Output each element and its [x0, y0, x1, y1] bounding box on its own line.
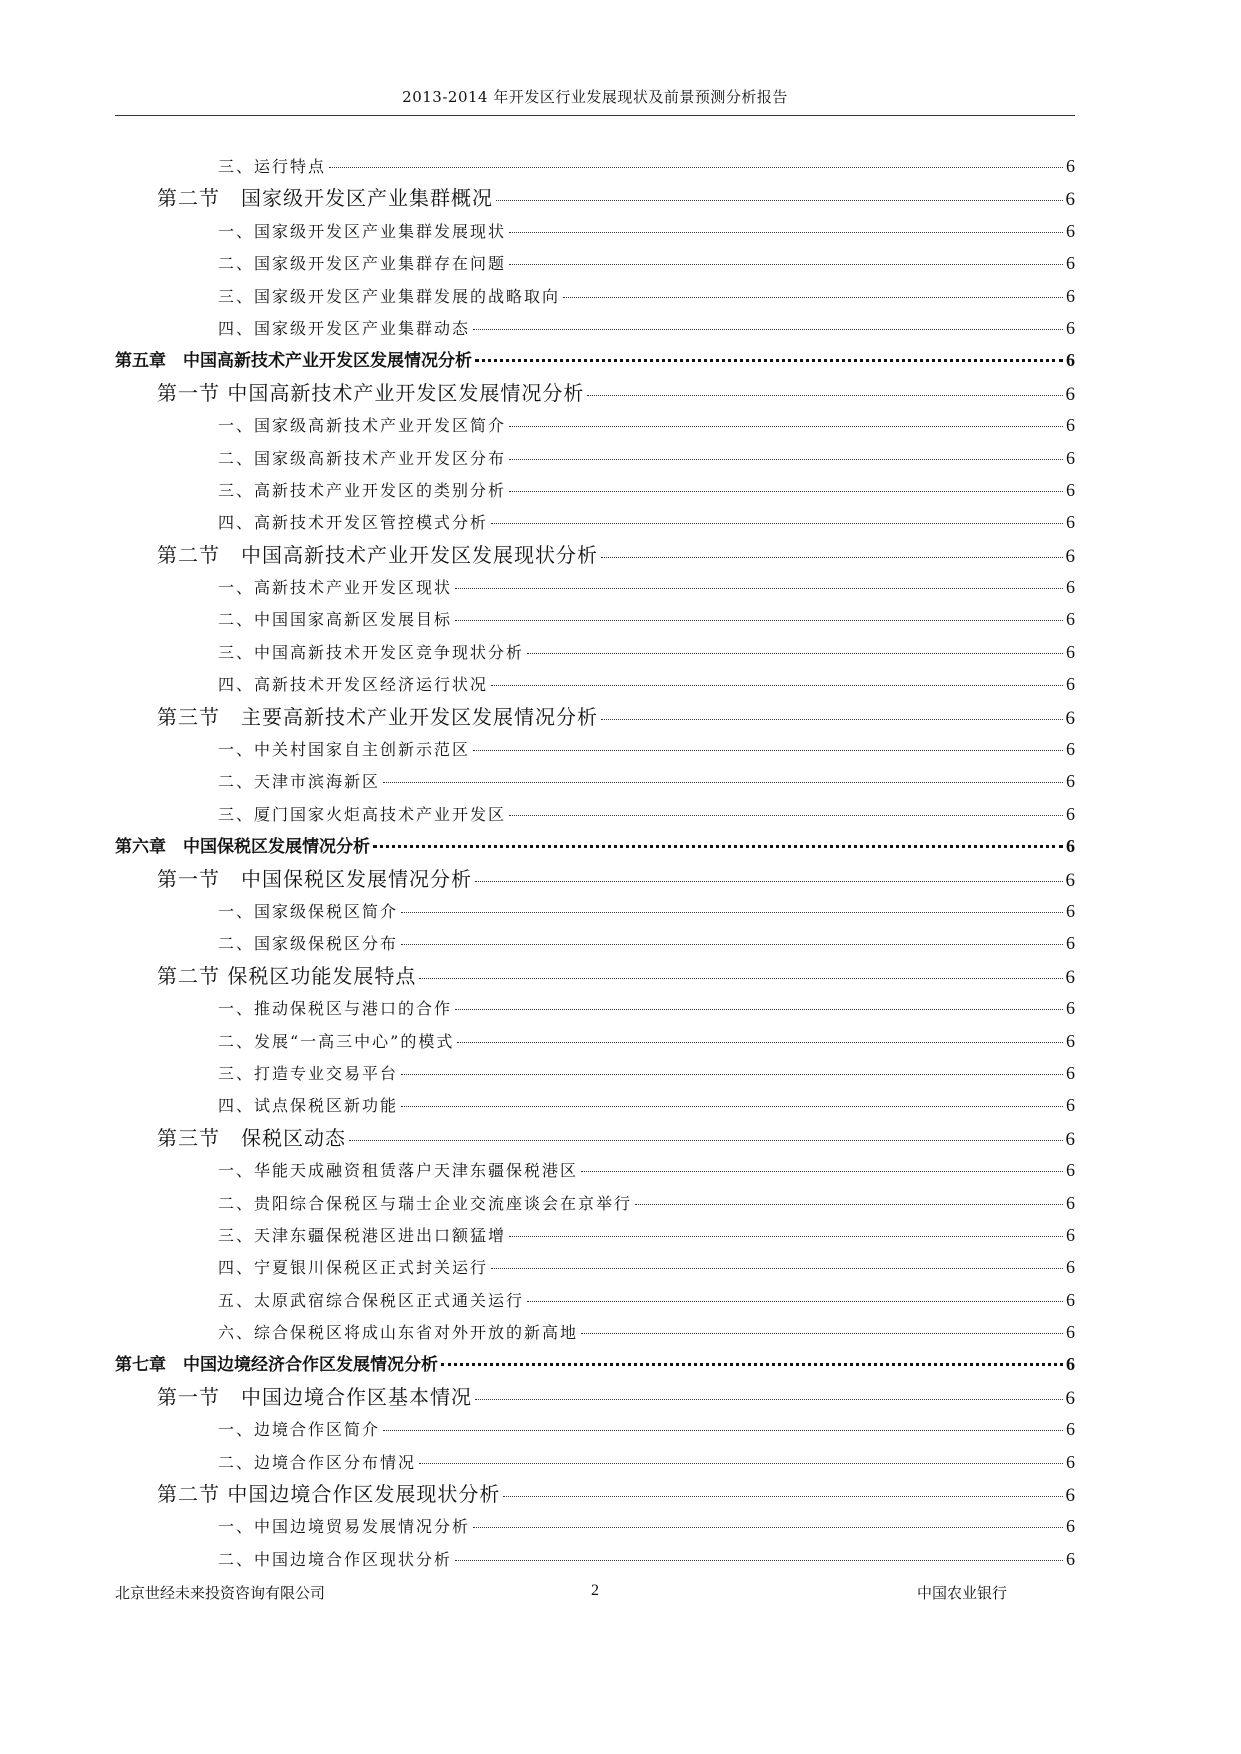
toc-entry-item[interactable]: [115, 506, 1075, 538]
toc-page-number: 6: [1066, 156, 1075, 176]
toc-entry-item[interactable]: [115, 247, 1075, 279]
toc-page-number: 6: [1066, 350, 1075, 371]
toc-dot-leader: [509, 264, 1063, 265]
toc-page-number: 6: [1066, 1224, 1075, 1245]
toc-page-number: 6: [1066, 1419, 1075, 1440]
toc-entry-section[interactable]: [115, 1478, 1075, 1510]
toc-entry-chapter[interactable]: [115, 344, 1075, 376]
toc-entry-item[interactable]: [115, 1413, 1075, 1445]
toc-entry-title: 第一节 中国高新技术产业开发区发展情况分析: [157, 380, 585, 405]
toc-dot-leader: [475, 1399, 1063, 1400]
toc-entry-item[interactable]: [115, 927, 1075, 959]
toc-page-number: 6: [1066, 447, 1075, 468]
toc-dot-leader: [635, 1204, 1063, 1205]
toc-entry-title: 二、国家级高新技术产业开发区分布: [218, 448, 507, 468]
toc-dot-leader: [491, 523, 1063, 524]
toc-dot-leader: [475, 881, 1063, 882]
toc-dot-leader: [503, 1496, 1062, 1497]
toc-dot-leader: [401, 1106, 1063, 1107]
toc-page-number: 6: [1066, 1516, 1075, 1537]
toc-entry-title: 一、中关村国家自主创新示范区: [218, 740, 471, 760]
toc-entry-section[interactable]: [115, 539, 1075, 571]
toc-page-number: 6: [1066, 317, 1075, 338]
toc-page-number: 6: [1066, 285, 1075, 306]
toc-entry-title: 一、中国边境贸易发展情况分析: [218, 1517, 471, 1537]
toc-dot-leader: [455, 588, 1063, 589]
toc-entry-item[interactable]: [115, 733, 1075, 765]
toc-entry-item[interactable]: [115, 765, 1075, 797]
toc-entry-title: 四、高新技术开发区管控模式分析: [218, 513, 489, 533]
toc-dot-leader: [455, 1009, 1063, 1010]
toc-entry-title: 一、边境合作区简介: [218, 1420, 381, 1440]
toc-entry-title: 三、国家级开发区产业集群发展的战略取向: [218, 286, 561, 306]
toc-entry-title: 第一节 中国边境合作区基本情况: [157, 1384, 472, 1409]
toc-page-number: 6: [1066, 933, 1075, 954]
toc-entry-item[interactable]: [115, 1251, 1075, 1283]
toc-dot-leader: [527, 1301, 1063, 1302]
toc-entry-item[interactable]: [115, 312, 1075, 344]
toc-dot-leader: [401, 912, 1063, 913]
toc-entry-title: 第二节 国家级开发区产业集群概况: [157, 186, 493, 211]
toc-entry-title: 二、国家级保税区分布: [218, 934, 399, 954]
toc-entry-item[interactable]: [115, 1154, 1075, 1186]
toc-dot-leader: [455, 620, 1063, 621]
toc-dot-leader: [527, 653, 1063, 654]
toc-entry-section[interactable]: [115, 960, 1075, 992]
toc-entry-title: 三、天津东疆保税港区进出口额猛增: [218, 1225, 507, 1245]
toc-dot-leader: [401, 944, 1063, 945]
toc-dot-leader: [581, 1171, 1063, 1172]
toc-entry-title: 第五章 中国高新技术产业开发区发展情况分析: [115, 351, 472, 372]
toc-entry-title: 三、打造专业交易平台: [218, 1063, 399, 1083]
toc-page-number: 6: [1066, 1095, 1075, 1116]
toc-dot-leader: [455, 1560, 1063, 1561]
toc-entry-item[interactable]: [115, 1316, 1075, 1348]
toc-dot-leader: [475, 359, 1063, 362]
footer-bank-name: 中国农业银行: [916, 1584, 1007, 1602]
toc-entry-title: 四、国家级开发区产业集群动态: [218, 318, 471, 338]
toc-entry-section[interactable]: [115, 701, 1075, 733]
toc-page-number: 6: [1066, 1289, 1075, 1310]
toc-dot-leader: [401, 1074, 1063, 1075]
toc-dot-leader: [601, 557, 1063, 558]
toc-dot-leader: [509, 232, 1063, 233]
toc-entry-item[interactable]: [115, 636, 1075, 668]
footer-company-name: 北京世经未来投资咨询有限公司: [115, 1584, 326, 1602]
toc-page-number: 6: [1066, 609, 1075, 630]
toc-page-number: 6: [1066, 1322, 1075, 1343]
toc-page-number: 6: [1065, 1387, 1075, 1409]
toc-entry-item[interactable]: [115, 1057, 1075, 1089]
toc-entry-title: 一、国家级高新技术产业开发区简介: [218, 416, 507, 436]
toc-page-number: 6: [1066, 577, 1075, 598]
toc-entry-item[interactable]: [115, 798, 1075, 830]
toc-entry-item[interactable]: [115, 668, 1075, 700]
toc-entry-item[interactable]: [115, 409, 1075, 441]
toc-entry-title: 三、运行特点: [218, 157, 327, 176]
toc-entry-chapter[interactable]: [115, 830, 1075, 862]
toc-dot-leader: [491, 685, 1063, 686]
footer-page-number: 2: [591, 1582, 599, 1599]
toc-dot-leader: [496, 200, 1063, 201]
toc-entry-title: 第二节 中国高新技术产业开发区发展现状分析: [157, 542, 598, 567]
toc-entry-title: 二、贵阳综合保税区与瑞士企业交流座谈会在京举行: [218, 1193, 633, 1213]
toc-entry-title: 一、华能天成融资租赁落户天津东疆保税港区: [218, 1161, 579, 1181]
toc-page-number: 6: [1066, 674, 1075, 695]
toc-entry-item[interactable]: [115, 1025, 1075, 1057]
toc-page-number: 6: [1066, 739, 1075, 760]
toc-page-number: 6: [1066, 253, 1075, 274]
toc-page-number: 6: [1066, 1062, 1075, 1083]
toc-entry-title: 二、边境合作区分布情况: [218, 1452, 417, 1472]
toc-dot-leader: [419, 978, 1062, 979]
toc-entry-title: 二、国家级开发区产业集群存在问题: [218, 254, 507, 274]
toc-page-number: 6: [1066, 220, 1075, 241]
toc-entry-item[interactable]: [115, 442, 1075, 474]
toc-page-number: 6: [1066, 900, 1075, 921]
toc-entry-item[interactable]: [115, 895, 1075, 927]
toc-entry-title: 第二节 中国边境合作区发展现状分析: [157, 1482, 501, 1507]
toc-entry-title: 第三节 保税区动态: [157, 1125, 346, 1150]
toc-entry-item[interactable]: [115, 474, 1075, 506]
toc-entry-item[interactable]: [115, 1089, 1075, 1121]
toc-dot-leader: [383, 1430, 1063, 1431]
toc-entry-section[interactable]: [115, 1381, 1075, 1413]
page-header-title: 2013-2014 年开发区行业发展现状及前景预测分析报告: [402, 88, 788, 106]
toc-entry-title: 二、天津市滨海新区: [218, 772, 381, 792]
toc-page-number: 6: [1065, 966, 1075, 988]
toc-page-number: 6: [1066, 1354, 1075, 1375]
toc-page-number: 6: [1066, 641, 1075, 662]
toc-entry-item[interactable]: [115, 1510, 1075, 1542]
toc-dot-leader: [563, 297, 1063, 298]
toc-dot-leader: [581, 1333, 1063, 1334]
toc-entry-item[interactable]: [115, 992, 1075, 1024]
toc-page-number: 6: [1066, 1548, 1075, 1569]
toc-dot-leader: [349, 1140, 1063, 1141]
toc-dot-leader: [419, 1463, 1063, 1464]
toc-entry-item[interactable]: [115, 1446, 1075, 1478]
toc-page-number: 6: [1066, 1451, 1075, 1472]
toc-entry-item[interactable]: [115, 1284, 1075, 1316]
toc-entry-title: 四、宁夏银川保税区正式封关运行: [218, 1258, 489, 1278]
toc-entry-title: 第七章 中国边境经济合作区发展情况分析: [115, 1355, 438, 1376]
toc-dot-leader: [491, 1268, 1063, 1269]
toc-entry-title: 三、厦门国家火炬高技术产业开发区: [218, 804, 507, 824]
toc-entry-chapter[interactable]: [115, 1348, 1075, 1380]
toc-entry-section[interactable]: [115, 1122, 1075, 1154]
toc-dot-leader: [473, 750, 1063, 751]
toc-page-number: 6: [1065, 1128, 1075, 1150]
toc-entry-title: 第二节 保税区功能发展特点: [157, 963, 417, 988]
toc-entry-item[interactable]: [115, 571, 1075, 603]
toc-dot-leader: [441, 1363, 1063, 1366]
toc-entry-title: 一、推动保税区与港口的合作: [218, 999, 453, 1019]
toc-entry-title: 三、高新技术产业开发区的类别分析: [218, 480, 507, 500]
table-of-contents: [115, 150, 1075, 1575]
toc-dot-leader: [601, 719, 1063, 720]
toc-dot-leader: [473, 1527, 1063, 1528]
toc-entry-title: 一、高新技术产业开发区现状: [218, 578, 453, 598]
toc-dot-leader: [587, 395, 1062, 396]
toc-page-number: 6: [1066, 836, 1075, 857]
toc-page-number: 6: [1066, 479, 1075, 500]
toc-page-number: 6: [1066, 803, 1075, 824]
toc-entry-section[interactable]: [115, 377, 1075, 409]
toc-entry-item[interactable]: [115, 1187, 1075, 1219]
toc-entry-title: 六、综合保税区将成山东省对外开放的新高地: [218, 1323, 579, 1343]
toc-dot-leader: [473, 329, 1063, 330]
toc-entry-title: 第三节 主要高新技术产业开发区发展情况分析: [157, 704, 598, 729]
toc-entry-title: 二、中国国家高新区发展目标: [218, 610, 453, 630]
toc-page-number: 6: [1065, 869, 1075, 891]
toc-entry-item[interactable]: [115, 603, 1075, 635]
toc-page-number: 6: [1065, 189, 1075, 211]
toc-dot-leader: [509, 491, 1063, 492]
toc-dot-leader: [509, 426, 1063, 427]
toc-entry-title: 二、发展“一高三中心”的模式: [218, 1031, 455, 1051]
toc-page-number: 6: [1066, 1257, 1075, 1278]
toc-entry-title: 一、国家级保税区简介: [218, 901, 399, 921]
toc-entry-title: 一、国家级开发区产业集群发展现状: [218, 221, 507, 241]
page-footer: [115, 1582, 1075, 1606]
toc-dot-leader: [383, 782, 1063, 783]
toc-entry-section[interactable]: [115, 863, 1075, 895]
toc-entry-item[interactable]: [115, 150, 1075, 182]
toc-entry-item[interactable]: [115, 215, 1075, 247]
toc-entry-title: 三、中国高新技术开发区竞争现状分析: [218, 642, 525, 662]
toc-page-number: 6: [1065, 383, 1075, 405]
toc-page-number: 6: [1066, 1030, 1075, 1051]
toc-page-number: 6: [1066, 415, 1075, 436]
toc-entry-item[interactable]: [115, 1543, 1075, 1575]
toc-dot-leader: [509, 459, 1063, 460]
toc-dot-leader: [373, 845, 1063, 848]
toc-page-number: 6: [1065, 1485, 1075, 1507]
toc-page-number: 6: [1066, 1192, 1075, 1213]
toc-entry-item[interactable]: [115, 1219, 1075, 1251]
toc-entry-title: 二、中国边境合作区现状分析: [218, 1549, 453, 1569]
toc-dot-leader: [329, 167, 1063, 168]
toc-page-number: 6: [1065, 707, 1075, 729]
toc-page-number: 6: [1066, 998, 1075, 1019]
toc-page-number: 6: [1066, 771, 1075, 792]
toc-page-number: 6: [1066, 1160, 1075, 1181]
toc-dot-leader: [509, 1236, 1063, 1237]
toc-dot-leader: [457, 1042, 1063, 1043]
toc-entry-title: 第六章 中国保税区发展情况分析: [115, 837, 370, 858]
toc-entry-section[interactable]: [115, 182, 1075, 214]
header-divider: [115, 115, 1075, 116]
toc-entry-title: 五、太原武宿综合保税区正式通关运行: [218, 1290, 525, 1310]
toc-entry-title: 四、高新技术开发区经济运行状况: [218, 675, 489, 695]
toc-dot-leader: [509, 815, 1063, 816]
toc-entry-item[interactable]: [115, 280, 1075, 312]
toc-page-number: 6: [1065, 545, 1075, 567]
toc-page-number: 6: [1066, 512, 1075, 533]
toc-entry-title: 第一节 中国保税区发展情况分析: [157, 866, 472, 891]
toc-entry-title: 四、试点保税区新功能: [218, 1096, 399, 1116]
